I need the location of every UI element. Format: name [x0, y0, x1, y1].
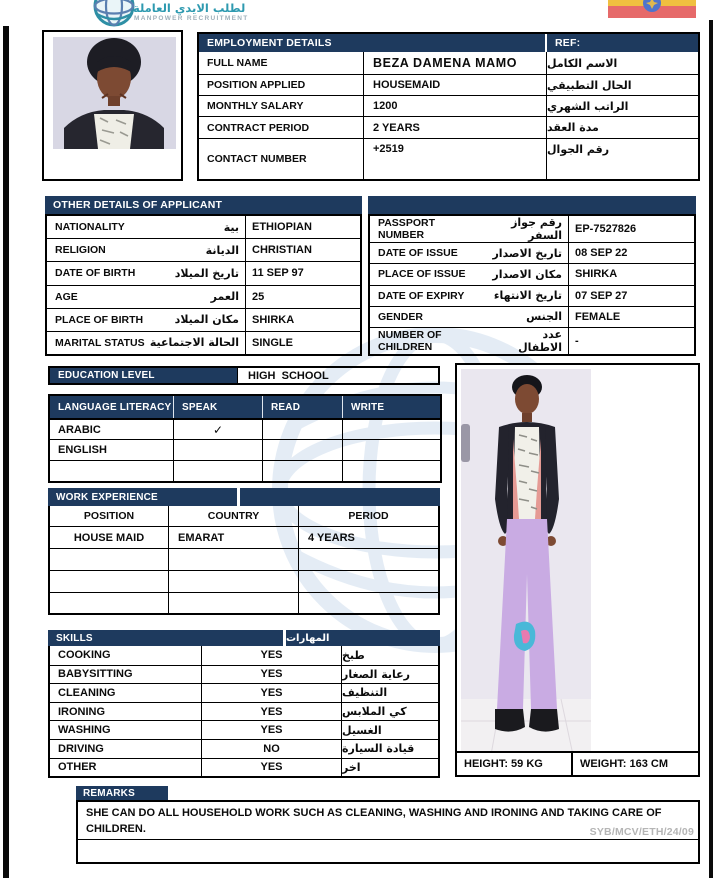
skill-name: IRONING [50, 703, 202, 721]
read-check [263, 440, 343, 460]
field-label: GENDER [378, 310, 423, 323]
language-name [50, 461, 174, 481]
skill-value: YES [202, 646, 342, 665]
agency-name-english: MANPOWER RECRUITMENT [134, 15, 249, 22]
table-row [50, 548, 438, 570]
read-check [263, 461, 343, 481]
skill-name: WASHING [50, 721, 202, 739]
table-row [47, 216, 360, 238]
table-row [50, 418, 440, 439]
table-row [50, 526, 438, 548]
field-value: SHIRKA [252, 313, 295, 326]
agency-name-arabic: لطلب الايدي العاملة [133, 1, 246, 15]
education-level-row [48, 366, 440, 385]
column-header: WRITE [351, 401, 385, 413]
period-value [299, 571, 438, 592]
field-label-arabic: الحال التطبيقي [547, 78, 632, 92]
skill-name: COOKING [50, 646, 202, 665]
field-label-arabic: رقم الجوال [547, 143, 610, 156]
table-row [50, 665, 438, 684]
weight-value: WEIGHT: 163 CM [573, 753, 698, 775]
work-experience-table [48, 506, 440, 615]
write-check [343, 420, 440, 439]
position-value [50, 571, 169, 592]
field-label-arabic: العمر [210, 290, 239, 304]
table-row [370, 285, 694, 306]
column-header: LANGUAGE LITERACY [50, 396, 174, 418]
skill-arabic: كي الملابس [342, 705, 407, 719]
table-row [47, 308, 360, 331]
field-value: 11 SEP 97 [252, 267, 304, 280]
other-details-title: OTHER DETAILS OF APPLICANT [53, 199, 223, 211]
field-label: POSITION APPLIED [199, 75, 364, 95]
language-name: ARABIC [50, 420, 174, 439]
position-value: HOUSE MAID [50, 527, 169, 548]
skills-title: SKILLS [48, 630, 283, 646]
field-label: DATE OF BIRTH [55, 267, 136, 280]
skill-arabic: اخر [342, 760, 361, 774]
field-label-arabic: مكان الميلاد [174, 313, 239, 327]
employment-details-title: EMPLOYMENT DETAILS [199, 34, 547, 52]
skill-value: YES [202, 666, 342, 684]
ref-label: REF: [555, 37, 581, 49]
country-value [169, 571, 299, 592]
table-row [50, 439, 440, 460]
table-row [370, 216, 694, 242]
skill-name: CLEANING [50, 684, 202, 702]
employment-details-table [197, 32, 700, 181]
field-label-arabic: بية [223, 220, 239, 234]
field-label: PASSPORT NUMBER [378, 217, 435, 241]
column-header: SPEAK [174, 396, 263, 418]
skill-name: DRIVING [50, 740, 202, 758]
table-row [370, 306, 694, 327]
globe-icon [93, 0, 135, 28]
table-row [50, 702, 438, 721]
field-label: NUMBER OF CHILDREN [378, 329, 442, 353]
remarks-title-tab: REMARKS [76, 786, 168, 800]
table-row [50, 758, 438, 777]
field-label: FULL NAME [199, 52, 364, 74]
skills-title-bar [48, 630, 440, 646]
position-value [50, 549, 169, 570]
field-value: +2519 [364, 139, 547, 179]
skill-arabic: التنظيف [342, 686, 388, 700]
table-row [370, 327, 694, 354]
table-row [199, 116, 698, 138]
field-label: PLACE OF ISSUE [378, 268, 466, 281]
agency-logo [93, 0, 135, 28]
column-header: PERIOD [348, 510, 389, 522]
language-literacy-table [48, 394, 442, 483]
field-label-arabic: رقم جواز السفر [511, 216, 562, 242]
language-name: ENGLISH [50, 440, 174, 460]
column-header: READ [263, 396, 343, 418]
work-experience-title: WORK EXPERIENCE [48, 488, 237, 506]
field-label: CONTRACT PERIOD [199, 117, 364, 138]
period-value: 4 YEARS [308, 531, 355, 544]
table-row [47, 285, 360, 308]
skill-value: YES [202, 759, 342, 777]
field-value: - [575, 335, 579, 347]
skill-arabic: الغسيل [342, 723, 382, 737]
remarks-text: SHE CAN DO ALL HOUSEHOLD WORK SUCH AS CLEANING, WASHING AND IRONING AND TAKING CARE OF CHILDREN. [78, 802, 698, 840]
skill-name: OTHER [50, 759, 202, 777]
other-details-title-bar-right [368, 196, 696, 214]
table-row [47, 238, 360, 261]
doc-code-watermark: SYB/MCV/ETH/24/09 [589, 826, 694, 838]
skill-arabic: قيادة السيارة [342, 742, 415, 756]
period-value [299, 593, 438, 613]
skill-arabic: رعاية الصغار [342, 667, 411, 681]
other-details-title-bar [45, 196, 362, 214]
table-row [50, 570, 438, 592]
table-row [47, 331, 360, 354]
field-label-arabic: مكان الاصدار [492, 267, 562, 281]
field-value: 1200 [364, 96, 547, 116]
field-value: CHRISTIAN [252, 244, 312, 257]
field-label: DATE OF EXPIRY [378, 289, 465, 302]
table-row [50, 739, 438, 758]
skills-table [48, 646, 440, 778]
field-value: EP-7527826 [575, 223, 637, 235]
table-row [50, 683, 438, 702]
skill-name: BABYSITTING [50, 666, 202, 684]
table-row [199, 74, 698, 95]
skill-value: YES [202, 684, 342, 702]
table-row [370, 263, 694, 284]
full-body-photo-box [455, 363, 700, 777]
field-value: SINGLE [252, 336, 293, 349]
read-check [263, 420, 343, 439]
table-row [47, 261, 360, 284]
field-label: DATE OF ISSUE [378, 247, 458, 260]
field-label-arabic: الراتب الشهري [547, 99, 629, 113]
skill-value: NO [202, 740, 342, 758]
table-row [50, 460, 440, 481]
field-label: MONTHLY SALARY [199, 96, 364, 116]
column-header: POSITION [50, 506, 169, 526]
table-header-row [50, 506, 438, 526]
field-value: 08 SEP 22 [575, 247, 628, 260]
table-row [370, 242, 694, 263]
work-experience-title-bar [48, 488, 440, 506]
education-level-label: EDUCATION LEVEL [50, 368, 238, 383]
skill-arabic: طبخ [342, 648, 365, 662]
field-value: 2 YEARS [364, 117, 547, 138]
field-value: HOUSEMAID [364, 75, 547, 95]
speak-check [174, 440, 263, 460]
field-label: NATIONALITY [55, 221, 125, 234]
field-label: MARITAL STATUS [55, 336, 145, 349]
field-label-arabic: عدد الاطفال [518, 328, 562, 354]
skill-value: YES [202, 703, 342, 721]
field-value: 25 [252, 290, 265, 303]
field-label-arabic: تاريخ الميلاد [174, 266, 239, 280]
other-details-right-table [368, 214, 696, 356]
country-value [169, 593, 299, 613]
speak-check: ✓ [174, 420, 263, 439]
height-value: HEIGHT: 59 KG [457, 753, 573, 775]
table-row [50, 720, 438, 739]
field-label-arabic: تاريخ الانتهاء [493, 289, 562, 303]
field-label-arabic: تاريخ الاصدار [492, 246, 562, 260]
field-value: 07 SEP 27 [575, 289, 628, 302]
country-value: EMARAT [169, 527, 299, 548]
field-label-arabic: الجنس [526, 310, 562, 324]
field-value: BEZA DAMENA MAMO [364, 52, 547, 74]
field-label-arabic: الاسم الكامل [547, 56, 618, 70]
write-check [343, 440, 440, 460]
table-row [50, 646, 438, 665]
period-value [299, 549, 438, 570]
country-value [169, 549, 299, 570]
field-value: ETHIOPIAN [252, 221, 312, 234]
remarks-empty-row [78, 840, 698, 862]
table-row [199, 95, 698, 116]
ethiopia-flag-icon [608, 0, 696, 18]
field-label: RELIGION [55, 244, 106, 257]
field-label-arabic: مدة العقد [547, 121, 599, 134]
column-header: COUNTRY [169, 506, 299, 526]
education-level-value: HIGH SCHOOL [248, 369, 329, 382]
speak-check [174, 461, 263, 481]
field-value: SHIRKA [575, 268, 618, 281]
full-body-photo [461, 369, 591, 755]
skill-value: YES [202, 721, 342, 739]
skills-title-arabic: المهارات [286, 630, 440, 646]
table-row [50, 592, 438, 613]
field-label-arabic: الديانة [205, 243, 239, 257]
field-label-arabic: الحالة الاجتماعية [149, 336, 239, 350]
page-border-right [709, 20, 713, 878]
write-check [343, 461, 440, 481]
table-row [199, 52, 698, 74]
page-border-left [3, 26, 9, 878]
field-label: PLACE OF BIRTH [55, 313, 144, 326]
passport-photo [42, 30, 183, 181]
position-value [50, 593, 169, 613]
table-row [199, 138, 698, 179]
other-details-left-table [45, 214, 362, 356]
field-value: FEMALE [575, 310, 621, 323]
field-label: CONTACT NUMBER [199, 139, 364, 179]
field-label: AGE [55, 290, 78, 303]
